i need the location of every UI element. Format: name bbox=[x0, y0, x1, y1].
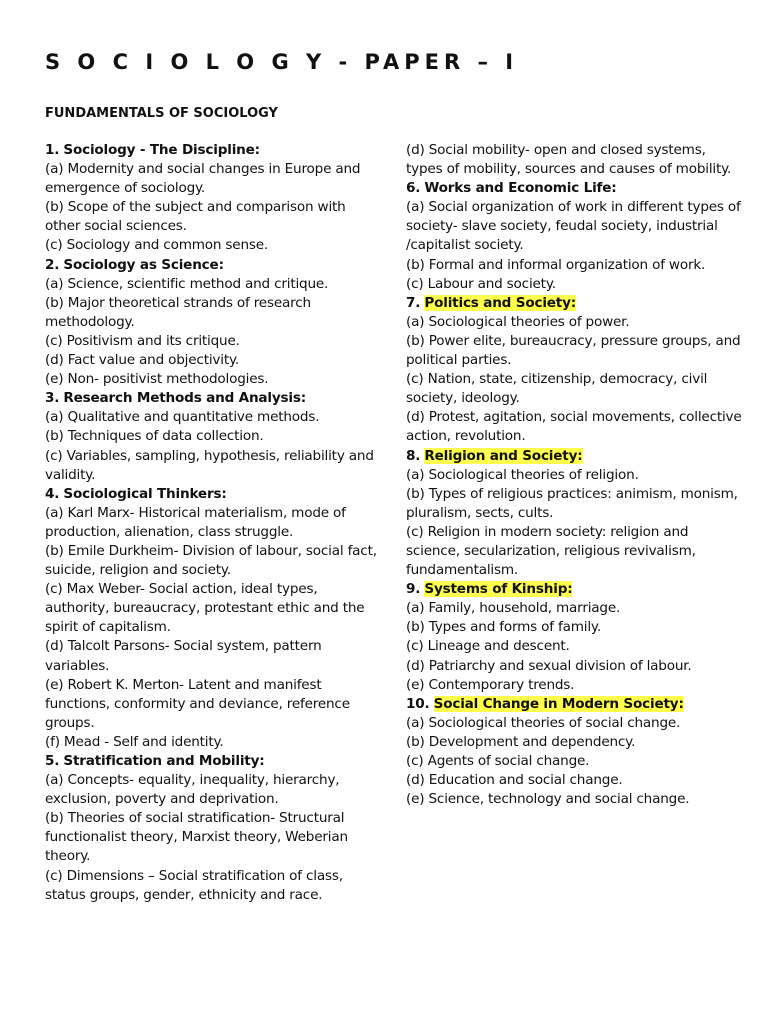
section-number: 8. bbox=[406, 447, 421, 464]
section-social-change-in-modern-society bbox=[406, 695, 746, 810]
heading-colon: : bbox=[611, 180, 617, 197]
section-title: Sociology - The Discipline bbox=[63, 142, 255, 158]
section-works-and-economic-life bbox=[406, 179, 746, 294]
topic-item: (a) Social organization of work in different types of society- slave society, feudal society, industrial /capitalist society. bbox=[406, 199, 741, 254]
topic-item: (e) Contemporary trends. bbox=[406, 676, 575, 693]
section-title: Systems of Kinship bbox=[424, 581, 568, 598]
topic-item: (c) Agents of social change. bbox=[406, 753, 590, 769]
topic-item: (d) Protest, agitation, social movements, collective action, revolution. bbox=[406, 409, 742, 445]
section-title: Social Change in Modern Society bbox=[433, 695, 679, 712]
topic-item: (b) Development and dependency. bbox=[406, 733, 636, 750]
heading-colon: : bbox=[300, 390, 307, 407]
section-stratification-and-mobility bbox=[45, 752, 380, 905]
section-sociological-thinkers bbox=[45, 485, 380, 752]
section-politics-and-society bbox=[406, 294, 746, 447]
section-number: 6. bbox=[406, 180, 421, 197]
section-title: Politics and Society bbox=[424, 294, 571, 311]
heading-colon: : bbox=[259, 753, 265, 769]
section-heading bbox=[406, 447, 746, 466]
topic-item: (e) Non- positivist methodologies. bbox=[45, 371, 269, 388]
topic-item: (c) Dimensions – Social stratification of class, status groups, gender, ethnicity and race. bbox=[45, 867, 343, 903]
topic-item: (a) Concepts- equality, inequality, hierarchy, exclusion, poverty and deprivation. bbox=[45, 772, 340, 808]
section-number: 4. bbox=[45, 485, 60, 502]
topic-item: (d) Social mobility- open and closed systems, types of mobility, sources and causes of mobility. bbox=[406, 142, 732, 178]
section-title: Stratification and Mobility bbox=[63, 753, 260, 769]
left-column bbox=[45, 141, 380, 905]
topic-item: (a) Sociological theories of religion. bbox=[406, 466, 639, 483]
topic-item: (a) Modernity and social changes in Europe and emergence of sociology. bbox=[45, 161, 361, 197]
page-title: S O C I O L O G Y - PAPER – I bbox=[45, 50, 519, 74]
heading-colon: : bbox=[218, 256, 224, 273]
topic-item: (b) Power elite, bureaucracy, pressure groups, and political parties. bbox=[406, 332, 741, 369]
topic-item: (c) Religion in modern society: religion and science, secularization, religious revivalism, fundamentalism. bbox=[406, 523, 696, 579]
topic-item: (b) Theories of social stratification- Structural functionalist theory, Marxist theory, Weberian theory. bbox=[45, 810, 348, 865]
topic-item: (b) Types and forms of family. bbox=[406, 619, 601, 636]
page-subtitle: FUNDAMENTALS OF SOCIOLOGY bbox=[45, 106, 278, 121]
topic-item: (b) Types of religious practices: animism, monism, pluralism, sects, cults. bbox=[406, 485, 738, 521]
topic-item: (c) Variables, sampling, hypothesis, reliability and validity. bbox=[45, 447, 374, 483]
topic-item: (d) Talcolt Parsons- Social system, pattern variables. bbox=[45, 638, 322, 674]
topic-item: (e) Robert K. Merton- Latent and manifest functions, conformity and deviance, reference groups. bbox=[45, 676, 350, 731]
section-research-methods-and-analysis bbox=[45, 389, 380, 484]
right-column bbox=[406, 141, 746, 809]
topic-item: (c) Lineage and descent. bbox=[406, 638, 570, 655]
topic-item: (d) Patriarchy and sexual division of labour. bbox=[406, 657, 692, 674]
section-number: 3. bbox=[45, 390, 60, 407]
topic-item: (f) Mead - Self and identity. bbox=[45, 733, 224, 750]
topic-item: (c) Labour and society. bbox=[406, 275, 556, 292]
section-title: Religion and Society bbox=[424, 447, 578, 464]
section-heading bbox=[406, 695, 746, 714]
section-heading bbox=[45, 141, 380, 160]
section-number: 7. bbox=[406, 294, 421, 311]
section-number: 2. bbox=[45, 256, 60, 273]
topic-item: (b) Scope of the subject and comparison with other social sciences. bbox=[45, 199, 346, 235]
topic-item: (a) Science, scientific method and critique. bbox=[45, 275, 329, 292]
section-sociology-as-science bbox=[45, 256, 380, 390]
heading-colon: : bbox=[254, 142, 260, 158]
topic-item: (d) Fact value and objectivity. bbox=[45, 352, 239, 369]
section-number: 1. bbox=[45, 142, 60, 158]
section-title: Works and Economic Life bbox=[424, 180, 612, 197]
section-title: Sociology as Science bbox=[63, 256, 219, 273]
section-heading bbox=[406, 294, 746, 313]
section-title: Research Methods and Analysis bbox=[63, 390, 301, 407]
topic-item: (c) Max Weber- Social action, ideal types, authority, bureaucracy, protestant ethic and the spirit of capitalism. bbox=[45, 581, 365, 636]
topic-item: (b) Formal and informal organization of work. bbox=[406, 256, 706, 273]
topic-item: (a) Sociological theories of social change. bbox=[406, 714, 681, 731]
topic-item: (b) Techniques of data collection. bbox=[45, 428, 264, 445]
section-heading bbox=[406, 580, 746, 599]
topic-item: (e) Science, technology and social change. bbox=[406, 791, 690, 808]
heading-colon: : bbox=[570, 294, 577, 311]
topic-item: (b) Emile Durkheim- Division of labour, social fact, suicide, religion and society. bbox=[45, 542, 377, 579]
section-number: 9. bbox=[406, 581, 421, 598]
section-number: 10. bbox=[406, 695, 430, 712]
topic-item: (c) Positivism and its critique. bbox=[45, 332, 240, 349]
topic-item: (a) Sociological theories of power. bbox=[406, 313, 630, 330]
section-number: 5. bbox=[45, 753, 60, 769]
topic-item: (a) Qualitative and quantitative methods. bbox=[45, 409, 320, 426]
section-sociology-the-discipline bbox=[45, 141, 380, 256]
section-title: Sociological Thinkers bbox=[63, 485, 222, 502]
topic-item: (b) Major theoretical strands of research methodology. bbox=[45, 294, 311, 330]
topic-item: (a) Family, household, marriage. bbox=[406, 600, 621, 617]
section-heading bbox=[45, 752, 380, 771]
heading-colon: : bbox=[221, 485, 227, 502]
topic-item: (d) Education and social change. bbox=[406, 772, 623, 789]
topic-item: (c) Sociology and common sense. bbox=[45, 237, 269, 254]
section-heading bbox=[45, 485, 380, 504]
section-religion-and-society bbox=[406, 447, 746, 581]
section-heading bbox=[45, 256, 380, 275]
heading-colon: : bbox=[577, 447, 583, 464]
section-systems-of-kinship bbox=[406, 580, 746, 695]
heading-colon: : bbox=[567, 581, 573, 598]
section-heading bbox=[406, 179, 746, 198]
heading-colon: : bbox=[678, 695, 684, 712]
right-column-lead bbox=[406, 141, 746, 179]
topic-item: (c) Nation, state, citizenship, democracy, civil society, ideology. bbox=[406, 371, 708, 407]
topic-item: (a) Karl Marx- Historical materialism, mode of production, alienation, class struggle. bbox=[45, 504, 346, 540]
section-heading bbox=[45, 389, 380, 408]
